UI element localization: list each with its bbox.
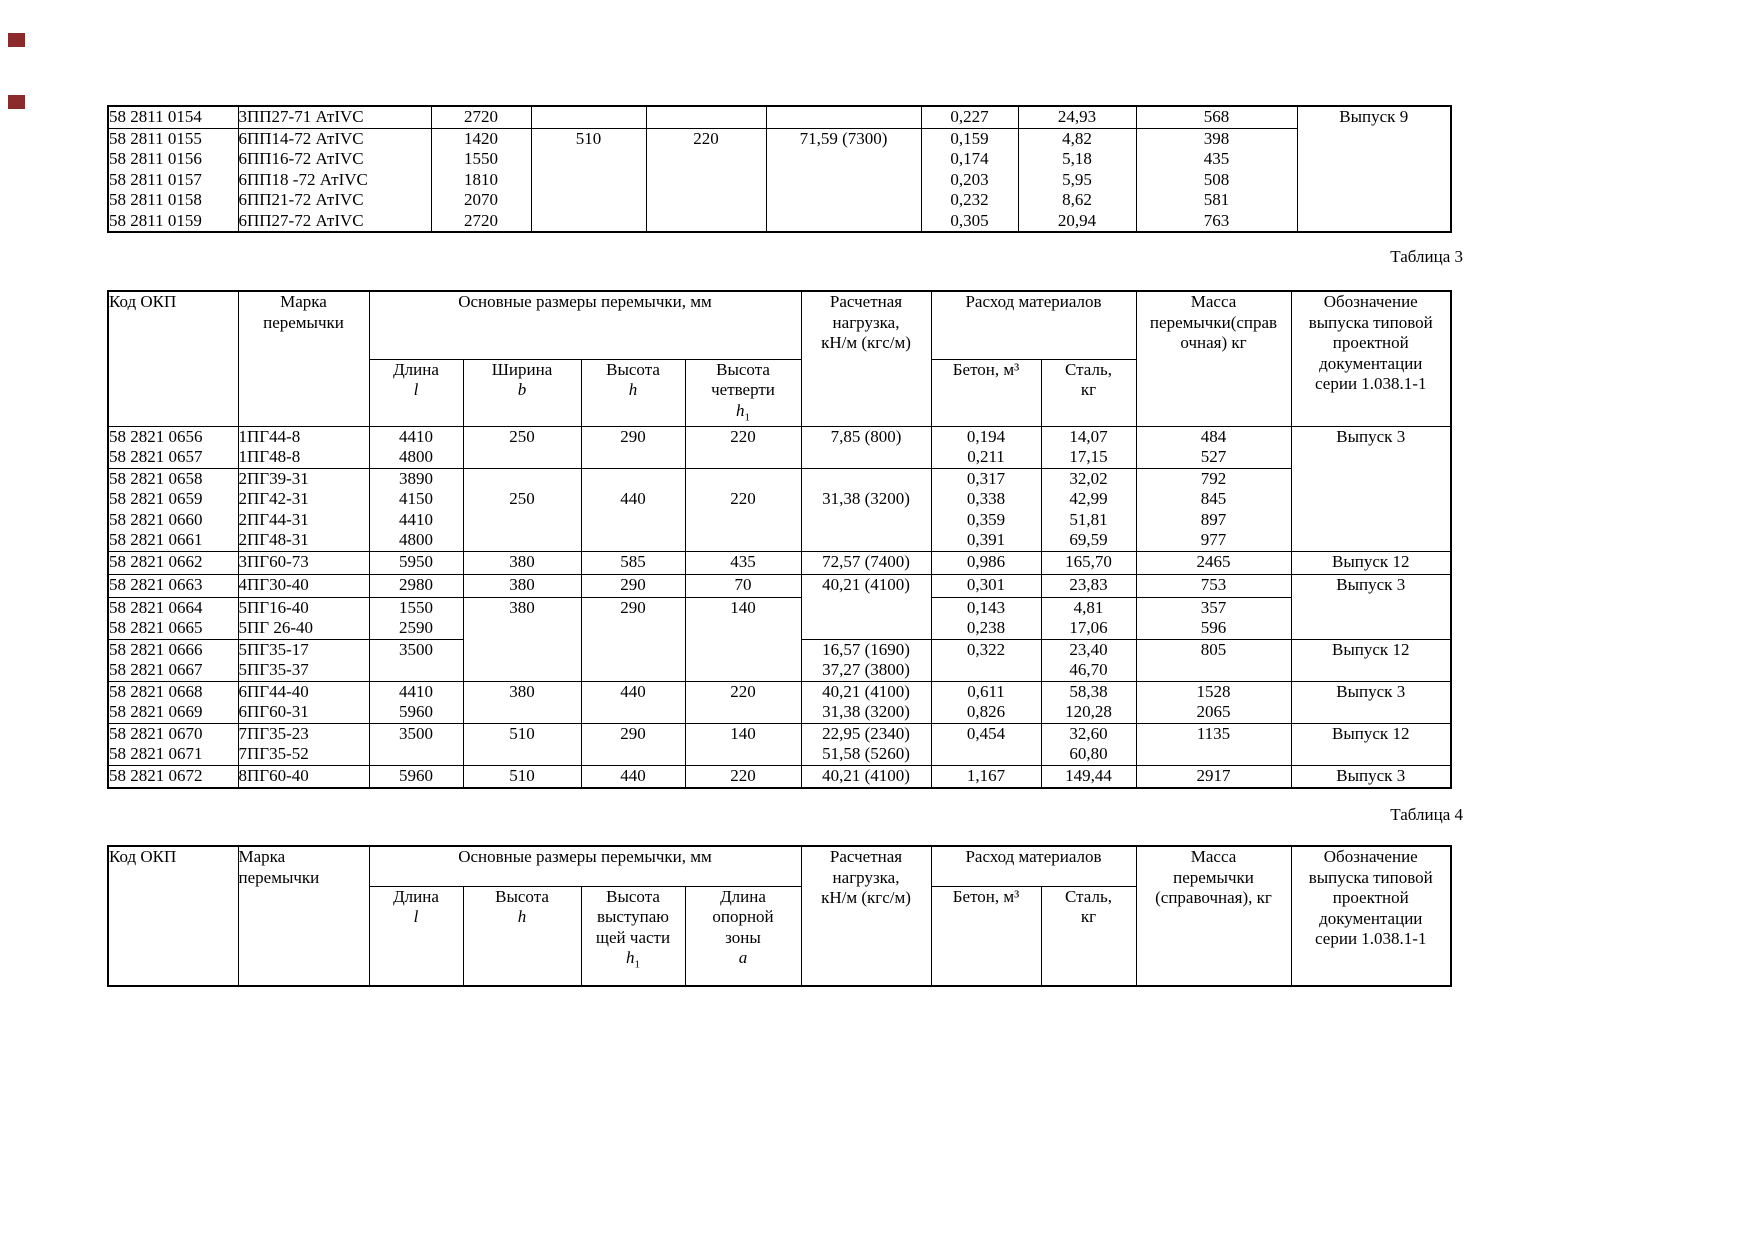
concrete-cell: 0,301 <box>931 574 1041 597</box>
quarter-cell: 70 <box>685 574 801 597</box>
mark-cell: 5ПГ16-40 5ПГ 26-40 <box>238 597 369 639</box>
width-cell <box>531 106 646 128</box>
header-height: Высота h <box>463 886 581 986</box>
okp-code-cell: 58 2811 0155 58 2811 0156 58 2811 0157 58 2811 0158 58 2811 0159 <box>108 128 238 232</box>
issue-cell: Выпуск 12 <box>1291 639 1451 681</box>
length-cell: 1550 2590 <box>369 597 463 639</box>
steel-cell: 4,81 17,06 <box>1041 597 1136 639</box>
ledge-symbol: $h_1$ <box>626 948 640 971</box>
header-support: Длина опорной зоны a <box>685 886 801 986</box>
height-symbol: h <box>628 380 638 399</box>
mark-cell: 5ПГ35-17 5ПГ35-37 <box>238 639 369 681</box>
mass-cell: 792 845 897 977 <box>1136 468 1291 551</box>
width-cell: 510 <box>463 765 581 788</box>
margin-mark <box>8 33 25 47</box>
width-cell: 380 <box>463 551 581 574</box>
okp-code-cell: 58 2811 0154 <box>108 106 238 128</box>
mass-cell: 398 435 508 581 763 <box>1136 128 1297 232</box>
header-height: Высота h <box>581 359 685 426</box>
table4-caption: Таблица 4 <box>1390 805 1463 824</box>
header-materials: Расход материалов <box>931 291 1136 359</box>
concrete-cell: 0,611 0,826 <box>931 681 1041 723</box>
table-row <box>108 128 1451 232</box>
header-length: Длина l <box>369 359 463 426</box>
width-cell: 510 <box>463 723 581 765</box>
quarter-cell: 220 <box>685 765 801 788</box>
mass-cell: 1135 <box>1136 723 1291 765</box>
steel-cell: 23,83 <box>1041 574 1136 597</box>
header-row <box>108 291 1451 359</box>
table-row <box>108 765 1451 788</box>
okp-code-cell: 58 2821 0662 <box>108 551 238 574</box>
header-steel: Сталь, кг <box>1041 359 1136 426</box>
mass-cell: 357 596 <box>1136 597 1291 639</box>
header-code: Код ОКП <box>108 846 238 986</box>
steel-cell: 165,70 <box>1041 551 1136 574</box>
width-cell: 250 <box>463 468 581 551</box>
header-mass: Масса перемычки(справ очная) кг <box>1136 291 1291 426</box>
steel-cell: 32,60 60,80 <box>1041 723 1136 765</box>
header-issue: Обозначение выпуска типовой проектной документации серии 1.038.1-1 <box>1291 846 1451 986</box>
okp-code-cell: 58 2821 0672 <box>108 765 238 788</box>
load-cell <box>766 106 921 128</box>
table-row <box>108 106 1451 128</box>
mass-cell: 568 <box>1136 106 1297 128</box>
header-mark: Марка перемычки <box>238 291 369 426</box>
header-quarter: Высота четверти $h_1$ <box>685 359 801 426</box>
mark-cell: 8ПГ60-40 <box>238 765 369 788</box>
height-cell: 440 <box>581 468 685 551</box>
header-mark: Марка перемычки <box>238 846 369 986</box>
length-cell: 1420 1550 1810 2070 2720 <box>431 128 531 232</box>
concrete-cell: 0,454 <box>931 723 1041 765</box>
okp-code-cell: 58 2821 0663 <box>108 574 238 597</box>
height-symbol: h <box>517 907 527 926</box>
quarter-cell: 220 <box>685 681 801 723</box>
okp-code-cell: 58 2821 0656 58 2821 0657 <box>108 426 238 468</box>
quarter-cell: 220 <box>685 468 801 551</box>
mass-cell: 2465 <box>1136 551 1291 574</box>
steel-cell: 14,07 17,15 <box>1041 426 1136 468</box>
load-cell: 16,57 (1690) 37,27 (3800) <box>801 639 931 681</box>
table-row <box>108 597 1451 639</box>
length-cell: 2980 <box>369 574 463 597</box>
quarter-symbol: $h_1$ <box>736 400 750 423</box>
header-row <box>108 846 1451 886</box>
header-dims: Основные размеры перемычки, мм <box>369 291 801 359</box>
header-concrete: Бетон, м³ <box>931 886 1041 986</box>
issue-cell: Выпуск 3 <box>1291 426 1451 551</box>
height-cell: 440 <box>581 681 685 723</box>
okp-code-cell: 58 2821 0664 58 2821 0665 <box>108 597 238 639</box>
header-mass: Масса перемычки (справочная), кг <box>1136 846 1291 986</box>
issue-cell: Выпуск 3 <box>1291 765 1451 788</box>
okp-code-cell: 58 2821 0670 58 2821 0671 <box>108 723 238 765</box>
concrete-cell: 0,143 0,238 <box>931 597 1041 639</box>
quarter-cell: 140 <box>685 597 801 681</box>
width-cell: 250 <box>463 426 581 468</box>
table-3 <box>107 290 1452 789</box>
header-materials: Расход материалов <box>931 846 1136 886</box>
quarter-cell: 220 <box>685 426 801 468</box>
length-cell: 3890 4150 4410 4800 <box>369 468 463 551</box>
table-row <box>108 468 1451 551</box>
concrete-cell: 0,322 <box>931 639 1041 681</box>
load-cell: 40,21 (4100) 31,38 (3200) <box>801 681 931 723</box>
mark-cell: 4ПГ30-40 <box>238 574 369 597</box>
table-4 <box>107 845 1452 987</box>
load-cell: 7,85 (800) <box>801 426 931 468</box>
height-cell: 290 <box>581 426 685 468</box>
mark-cell: 2ПГ39-31 2ПГ42-31 2ПГ44-31 2ПГ48-31 <box>238 468 369 551</box>
quarter-cell: 140 <box>685 723 801 765</box>
width-symbol: b <box>517 380 527 399</box>
header-dims: Основные размеры перемычки, мм <box>369 846 801 886</box>
header-width: Ширина b <box>463 359 581 426</box>
mark-cell: 6ПП14-72 АтIVC 6ПП16-72 АтIVC 6ПП18 -72 АтIVC 6ПП21-72 АтIVC 6ПП27-72 АтIVC <box>238 128 431 232</box>
issue-cell: Выпуск 9 <box>1297 106 1451 232</box>
issue-cell: Выпуск 12 <box>1291 551 1451 574</box>
table-row <box>108 426 1451 468</box>
length-symbol: l <box>413 380 419 399</box>
length-cell: 4410 4800 <box>369 426 463 468</box>
length-cell: 4410 5960 <box>369 681 463 723</box>
table-row <box>108 681 1451 723</box>
load-cell: 40,21 (4100) <box>801 765 931 788</box>
load-cell: 22,95 (2340) 51,58 (5260) <box>801 723 931 765</box>
table-row <box>108 574 1451 597</box>
table-row <box>108 723 1451 765</box>
height-cell: 220 <box>646 128 766 232</box>
mark-cell: 3ПГ60-73 <box>238 551 369 574</box>
okp-code-cell: 58 2821 0658 58 2821 0659 58 2821 0660 58 2821 0661 <box>108 468 238 551</box>
concrete-cell: 0,194 0,211 <box>931 426 1041 468</box>
concrete-cell: 1,167 <box>931 765 1041 788</box>
okp-code-cell: 58 2821 0668 58 2821 0669 <box>108 681 238 723</box>
header-load: Расчетная нагрузка, кН/м (кгс/м) <box>801 291 931 426</box>
concrete-cell: 0,986 <box>931 551 1041 574</box>
table-row <box>108 551 1451 574</box>
mass-cell: 805 <box>1136 639 1291 681</box>
concrete-cell: 0,227 <box>921 106 1018 128</box>
mass-cell: 2917 <box>1136 765 1291 788</box>
height-cell: 290 <box>581 574 685 597</box>
concrete-cell: 0,159 0,174 0,203 0,232 0,305 <box>921 128 1018 232</box>
issue-cell: Выпуск 12 <box>1291 723 1451 765</box>
mass-cell: 1528 2065 <box>1136 681 1291 723</box>
load-cell: 40,21 (4100) <box>801 574 931 639</box>
margin-mark <box>8 95 25 109</box>
height-cell <box>646 106 766 128</box>
support-symbol: a <box>738 948 748 967</box>
table3-caption: Таблица 3 <box>1390 247 1463 266</box>
length-cell: 2720 <box>431 106 531 128</box>
steel-cell: 24,93 <box>1018 106 1136 128</box>
issue-cell: Выпуск 3 <box>1291 681 1451 723</box>
header-length: Длина l <box>369 886 463 986</box>
steel-cell: 32,02 42,99 51,81 69,59 <box>1041 468 1136 551</box>
mark-cell: 1ПГ44-8 1ПГ48-8 <box>238 426 369 468</box>
width-cell: 380 <box>463 574 581 597</box>
mark-cell: 6ПГ44-40 6ПГ60-31 <box>238 681 369 723</box>
mark-cell: 7ПГ35-23 7ПГ35-52 <box>238 723 369 765</box>
header-load: Расчетная нагрузка, кН/м (кгс/м) <box>801 846 931 986</box>
header-ledge: Высота выступаю щей части $h_1$ <box>581 886 685 986</box>
width-cell: 380 <box>463 597 581 681</box>
length-symbol: l <box>413 907 419 926</box>
steel-cell: 149,44 <box>1041 765 1136 788</box>
header-issue: Обозначение выпуска типовой проектной документации серии 1.038.1-1 <box>1291 291 1451 426</box>
okp-code-cell: 58 2821 0666 58 2821 0667 <box>108 639 238 681</box>
length-cell: 5960 <box>369 765 463 788</box>
mass-cell: 484 527 <box>1136 426 1291 468</box>
width-cell: 380 <box>463 681 581 723</box>
length-cell: 3500 <box>369 723 463 765</box>
height-cell: 585 <box>581 551 685 574</box>
steel-cell: 4,82 5,18 5,95 8,62 20,94 <box>1018 128 1136 232</box>
header-steel: Сталь, кг <box>1041 886 1136 986</box>
issue-cell: Выпуск 3 <box>1291 574 1451 639</box>
load-cell: 31,38 (3200) <box>801 468 931 551</box>
load-cell: 72,57 (7400) <box>801 551 931 574</box>
height-cell: 440 <box>581 765 685 788</box>
steel-cell: 23,40 46,70 <box>1041 639 1136 681</box>
concrete-cell: 0,317 0,338 0,359 0,391 <box>931 468 1041 551</box>
header-code: Код ОКП <box>108 291 238 426</box>
quarter-cell: 435 <box>685 551 801 574</box>
length-cell: 5950 <box>369 551 463 574</box>
length-cell: 3500 <box>369 639 463 681</box>
mass-cell: 753 <box>1136 574 1291 597</box>
steel-cell: 58,38 120,28 <box>1041 681 1136 723</box>
top-table <box>107 105 1452 233</box>
header-concrete: Бетон, м³ <box>931 359 1041 426</box>
width-cell: 510 <box>531 128 646 232</box>
height-cell: 290 <box>581 597 685 681</box>
mark-cell: 3ПП27-71 АтIVC <box>238 106 431 128</box>
load-cell: 71,59 (7300) <box>766 128 921 232</box>
height-cell: 290 <box>581 723 685 765</box>
